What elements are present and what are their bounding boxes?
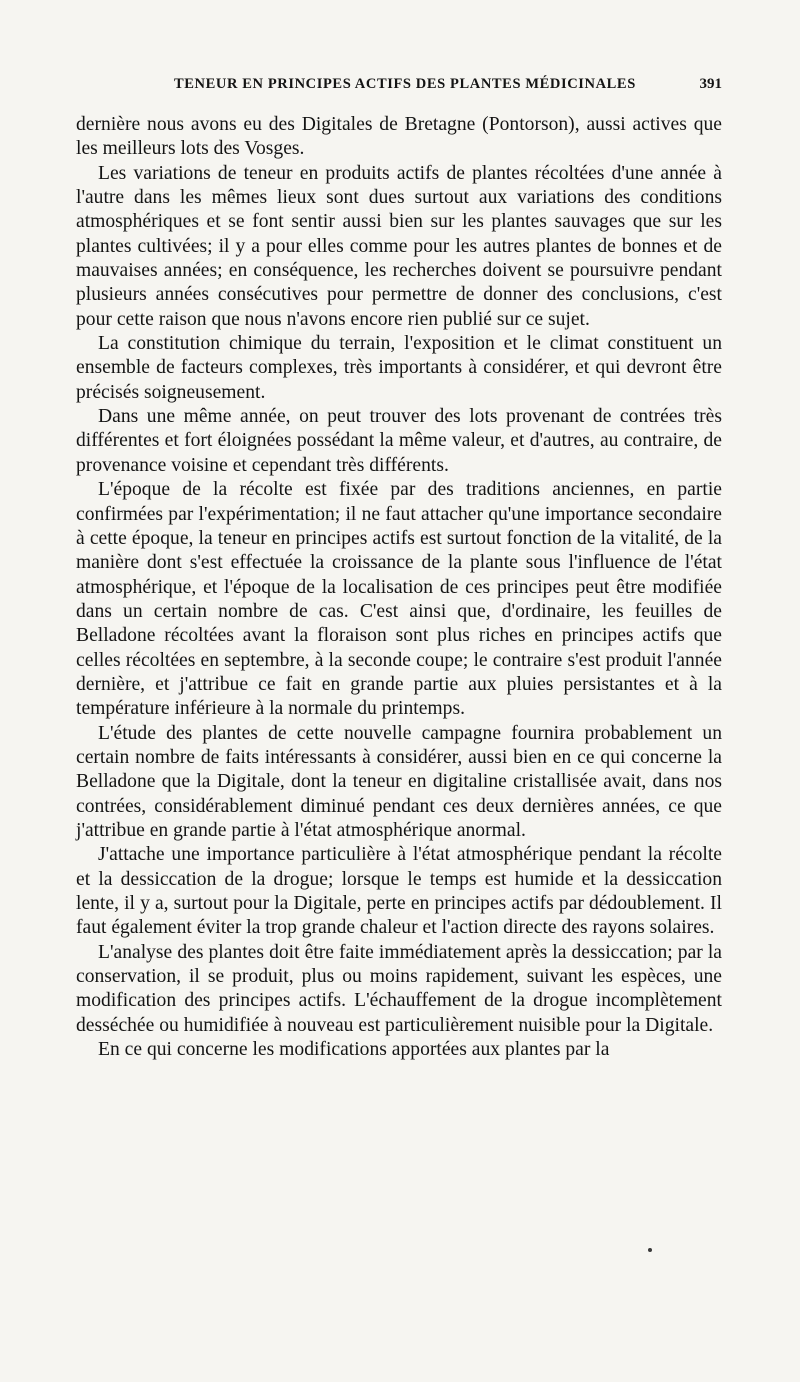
paragraph-continued: dernière nous avons eu des Digitales de Bretagne (Pontorson), aussi actives que les meilleurs lots des Vosges. bbox=[76, 114, 722, 160]
paragraph: L'analyse des plantes doit être faite immédiatement après la dessiccation; par la conservation, il se produit, plus ou moins rapidement, suivant les espèces, une modification des principes actifs. L'échauffement de la drogue incomplètement desséchée ou humidifiée à nouveau est particulièrement nuisible pour la Digitale. bbox=[76, 941, 722, 1036]
page-number: 391 bbox=[699, 76, 722, 92]
paragraph: Les variations de teneur en produits actifs de plantes récoltées d'une année à l'autre dans les mêmes lieux sont dues surtout aux variations des conditions atmosphériques et se font sentir aussi bien sur les plantes sauvages que sur les plantes cultivées; il y a pour elles comme pour les autres plantes de bonnes et de mauvaises années; en conséquence, les recherches doivent se poursuivre pendant plusieurs années consécutives pour permettre de donner des conclusions, c'est pour cette raison que nous n'avons encore rien publié sur ce sujet. bbox=[76, 162, 722, 330]
running-head bbox=[76, 76, 722, 98]
paragraph: L'étude des plantes de cette nouvelle campagne fournira probablement un certain nombre de faits intéressants à considérer, aussi bien en ce qui concerne la Belladone que la Digitale, dont la teneur en digitaline cristallisée avait, dans nos contrées, considérablement diminué pendant ces deux dernières années, ce que j'attribue en grande partie à l'état atmosphérique anormal. bbox=[76, 722, 722, 841]
body-text bbox=[76, 113, 722, 1062]
ink-speck bbox=[648, 1248, 652, 1252]
paragraph: L'époque de la récolte est fixée par des traditions anciennes, en partie confirmées par l'expérimentation; il ne faut attacher qu'une importance secondaire à cette époque, la teneur en principes actifs est surtout fonction de la vitalité, de la manière dont s'est effectuée la croissance de la plante sous l'influence de l'état atmosphérique, et l'époque de la localisation de ces principes peut être modifiée dans un certain nombre de cas. C'est ainsi que, d'ordinaire, les feuilles de Belladone récoltées avant la floraison sont plus riches en principes actifs que celles récoltées en septembre, à la seconde coupe; le contraire s'est produit l'année dernière, et j'attribue ce fait en grande partie aux pluies persistantes et à la température inférieure à la normale du printemps. bbox=[76, 479, 722, 720]
paragraph-last: En ce qui concerne les modifications apportées aux plantes par la bbox=[98, 1039, 610, 1061]
paragraph: La constitution chimique du terrain, l'exposition et le climat constituent un ensemble de facteurs complexes, très importants à considérer, et qui devront être précisés soigneusement. bbox=[76, 333, 722, 403]
running-title: TENEUR EN PRINCIPES ACTIFS DES PLANTES MÉDICINALES bbox=[174, 76, 636, 92]
paragraph: Dans une même année, on peut trouver des lots provenant de contrées très différentes et fort éloignées possédant la même valeur, et d'autres, au contraire, de provenance voisine et cependant très différents. bbox=[76, 406, 722, 476]
paragraph: J'attache une importance particulière à l'état atmosphérique pendant la récolte et la dessiccation de la drogue; lorsque le temps est humide et la dessiccation lente, il y a, surtout pour la Digitale, perte en principes actifs par dédoublement. Il faut également éviter la trop grande chaleur et l'action directe des rayons solaires. bbox=[76, 844, 722, 939]
